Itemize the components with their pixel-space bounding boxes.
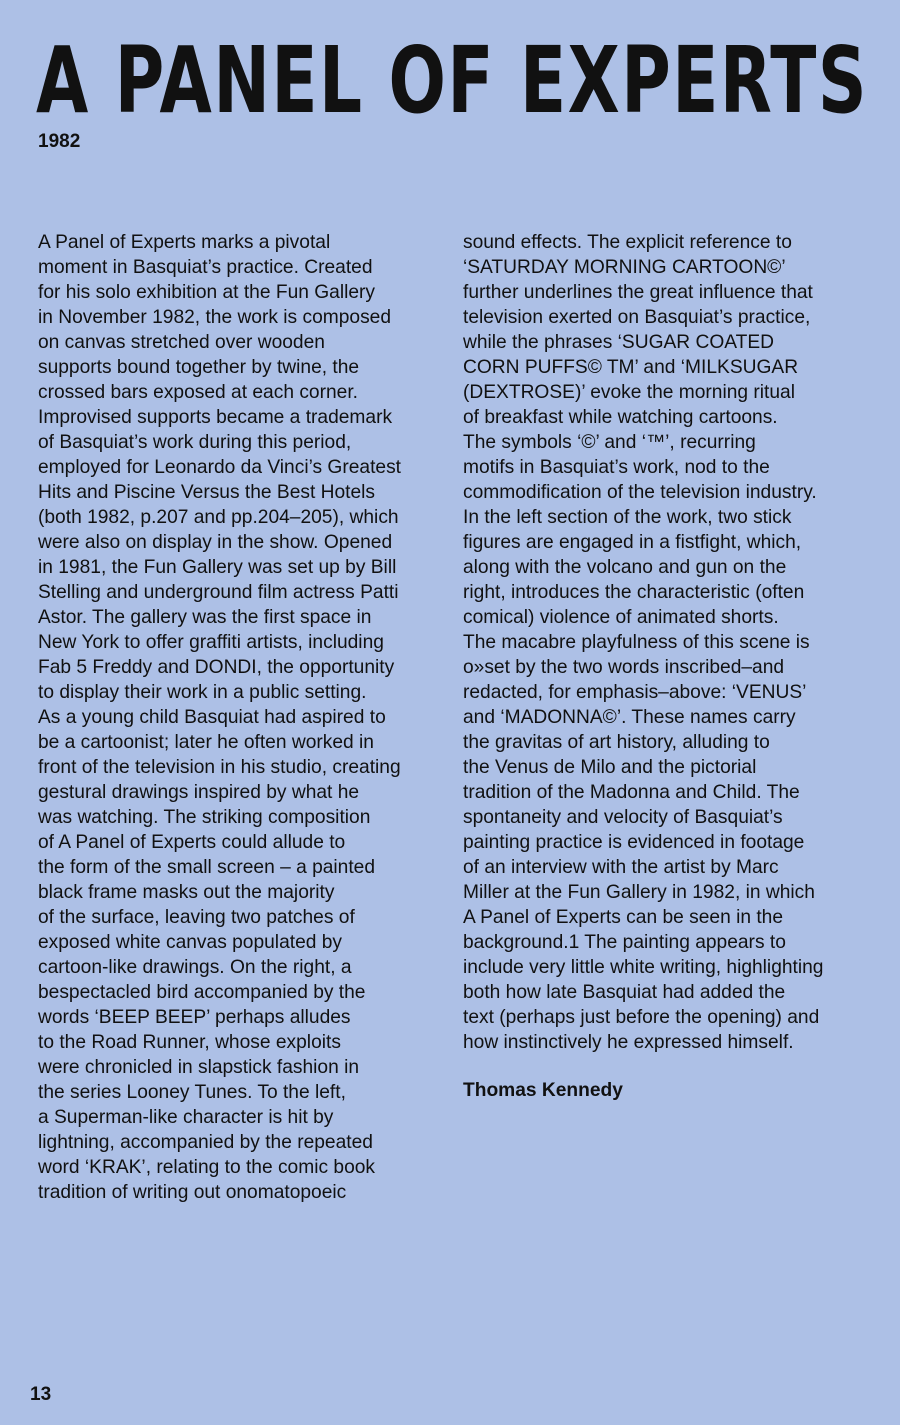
body-text-line: front of the television in his studio, creating	[38, 757, 401, 778]
body-text-line: motifs in Basquiat’s work, nod to the	[463, 457, 770, 478]
body-text-line: tradition of the Madonna and Child. The	[463, 782, 800, 803]
body-text-line: for his solo exhibition at the Fun Gallery	[38, 282, 376, 303]
body-text-line: in 1981, the Fun Gallery was set up by Bill	[38, 557, 397, 578]
body-text-line: further underlines the great influence that	[463, 282, 813, 303]
body-text-line: word ‘KRAK’, relating to the comic book	[38, 1157, 375, 1178]
body-text-line: Astor. The gallery was the first space in	[38, 607, 372, 628]
body-text-line: comical) violence of animated shorts.	[463, 607, 779, 628]
body-text-line: spontaneity and velocity of Basquiat’s	[463, 807, 783, 828]
body-text-line: was watching. The striking composition	[38, 807, 371, 828]
body-text-line: cartoon-like drawings. On the right, a	[38, 957, 352, 978]
body-text-line: black frame masks out the majority	[38, 882, 335, 903]
body-text-line: crossed bars exposed at each corner.	[38, 382, 358, 403]
body-text-line: Stelling and underground film actress Patti	[38, 582, 399, 603]
body-text-line: moment in Basquiat’s practice. Created	[38, 257, 373, 278]
author-name: Thomas Kennedy	[463, 1080, 623, 1101]
body-text-line: bespectacled bird accompanied by the	[38, 982, 366, 1003]
body-text-line: and ‘MADONNA©’. These names carry	[463, 707, 796, 728]
body-text-line: to display their work in a public setting.	[38, 682, 367, 703]
text-column-left	[38, 230, 443, 1205]
body-text-line: a Superman-like character is hit by	[38, 1107, 334, 1128]
body-text-line: Hits and Piscine Versus the Best Hotels	[38, 482, 376, 503]
body-text-line: In the left section of the work, two stick	[463, 507, 792, 528]
body-text-line: exposed white canvas populated by	[38, 932, 343, 953]
body-text-line: o»set by the two words inscribed–and	[463, 657, 785, 678]
artwork-year: 1982	[38, 131, 81, 152]
body-text-line: be a cartoonist; later he often worked in	[38, 732, 374, 753]
body-text-line: sound effects. The explicit reference to	[463, 232, 792, 253]
handwritten-title-graphic	[34, 28, 874, 124]
body-text-line: of an interview with the artist by Marc	[463, 857, 779, 878]
body-text-line: commodification of the television industry.	[463, 482, 817, 503]
body-text-line: while the phrases ‘SUGAR COATED	[463, 332, 775, 353]
body-text-line: of the surface, leaving two patches of	[38, 907, 355, 928]
title-text: A PANEL OF EXPERTS	[36, 28, 868, 124]
body-text-line: supports bound together by twine, the	[38, 357, 360, 378]
body-text-line: figures are engaged in a fistfight, which,	[463, 532, 802, 553]
body-text-line: were chronicled in slapstick fashion in	[38, 1057, 360, 1078]
body-text-line: how instinctively he expressed himself.	[463, 1032, 794, 1053]
body-text-line: New York to offer graffiti artists, including	[38, 632, 384, 653]
body-text-line: in November 1982, the work is composed	[38, 307, 392, 328]
body-text-line: the gravitas of art history, alluding to	[463, 732, 770, 753]
body-text-line: CORN PUFFS© TM’ and ‘MILKSUGAR	[463, 357, 799, 378]
body-text-line: the form of the small screen – a painted	[38, 857, 376, 878]
body-text-line: along with the volcano and gun on the	[463, 557, 787, 578]
body-text-line: Improvised supports became a trademark	[38, 407, 393, 428]
body-text-line: The macabre playfulness of this scene is	[463, 632, 810, 653]
body-text-line: were also on display in the show. Opened	[38, 532, 393, 553]
body-text-line: employed for Leonardo da Vinci’s Greatest	[38, 457, 402, 478]
body-text-line: painting practice is evidenced in footage	[463, 832, 805, 853]
body-text-line: A Panel of Experts marks a pivotal	[38, 232, 331, 253]
body-text-line: Fab 5 Freddy and DONDI, the opportunity	[38, 657, 395, 678]
body-text-line: words ‘BEEP BEEP’ perhaps alludes	[38, 1007, 351, 1028]
body-text-line: of breakfast while watching cartoons.	[463, 407, 778, 428]
body-text-line: television exerted on Basquiat’s practice,	[463, 307, 811, 328]
body-text-line: (both 1982, p.207 and pp.204–205), which	[38, 507, 399, 528]
body-text-line: the Venus de Milo and the pictorial	[463, 757, 757, 778]
body-text-line: include very little white writing, highlighting	[463, 957, 824, 978]
body-text-line: The symbols ‘©’ and ‘™’, recurring	[463, 432, 756, 453]
body-text-line: Miller at the Fun Gallery in 1982, in which	[463, 882, 815, 903]
body-text-line: to the Road Runner, whose exploits	[38, 1032, 341, 1053]
body-text-line: text (perhaps just before the opening) and	[463, 1007, 820, 1028]
body-text-line: background.1 The painting appears to	[463, 932, 786, 953]
body-text-line: the series Looney Tunes. To the left,	[38, 1082, 346, 1103]
body-text-line: (DEXTROSE)’ evoke the morning ritual	[463, 382, 795, 403]
body-text-line: right, introduces the characteristic (often	[463, 582, 805, 603]
body-text-line: A Panel of Experts can be seen in the	[463, 907, 784, 928]
body-text-line: ‘SATURDAY MORNING CARTOON©’	[463, 257, 786, 278]
page-title	[34, 28, 874, 124]
body-text-line: As a young child Basquiat had aspired to	[38, 707, 386, 728]
page-number: 13	[30, 1384, 52, 1405]
body-text-line: gestural drawings inspired by what he	[38, 782, 360, 803]
body-text-line: lightning, accompanied by the repeated	[38, 1132, 373, 1153]
text-column-right	[463, 230, 873, 1055]
body-text-line: of A Panel of Experts could allude to	[38, 832, 346, 853]
body-text-line: both how late Basquiat had added the	[463, 982, 786, 1003]
body-text-line: on canvas stretched over wooden	[38, 332, 325, 353]
body-text-line: tradition of writing out onomatopoeic	[38, 1182, 347, 1203]
body-text-line: of Basquiat’s work during this period,	[38, 432, 352, 453]
body-text-line: redacted, for emphasis–above: ‘VENUS’	[463, 682, 807, 703]
